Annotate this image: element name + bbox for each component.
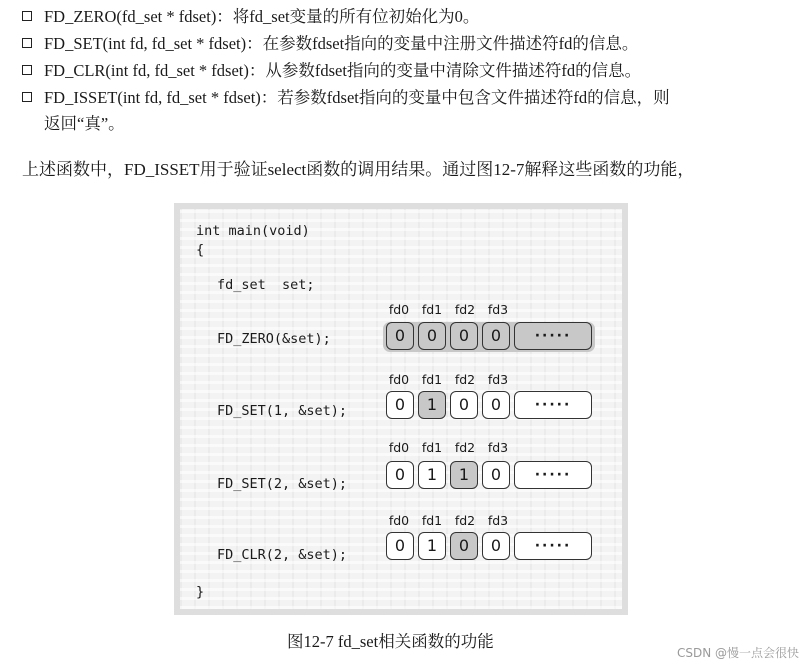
bit-cell: 0	[482, 391, 510, 419]
bullet-fd-set	[22, 31, 797, 57]
code-open-brace: {	[196, 242, 205, 258]
code-declaration: fd_set set;	[217, 277, 315, 293]
bit-array	[383, 461, 595, 491]
bullet-text: FD_ISSET(int fd, fd_set * fdset)：若参数fdset指向的变量中包含文件描述符fd的信息，则	[44, 88, 670, 107]
fd-label: fd3	[487, 513, 509, 528]
bit-cell: 1	[418, 391, 446, 419]
fd-labels	[383, 513, 513, 529]
bit-cell: 0	[482, 322, 510, 350]
fd-label: fd0	[388, 513, 410, 528]
bit-ellipsis: ·····	[514, 391, 592, 419]
bullet-text: FD_ZERO(fd_set * fdset)：将fd_set变量的所有位初始化为0。	[44, 7, 480, 26]
bit-cell: 1	[418, 532, 446, 560]
checkbox-bullet-icon	[22, 92, 32, 102]
watermark: CSDN @慢一点会很快	[676, 646, 799, 660]
code-step-call: FD_ZERO(&set);	[217, 331, 331, 347]
fd-labels	[383, 440, 513, 456]
fd-label: fd0	[388, 302, 410, 317]
body-paragraph: 上述函数中，FD_ISSET用于验证select函数的调用结果。通过图12-7解释这些函数的功能，	[22, 160, 695, 179]
bullet-fd-isset	[22, 85, 797, 137]
fd-label: fd2	[454, 440, 476, 455]
bullet-fd-zero	[22, 4, 797, 30]
function-list	[22, 4, 797, 138]
bit-ellipsis: ·····	[514, 532, 592, 560]
code-step-call: FD_SET(1, &set);	[217, 403, 348, 419]
code-step-call: FD_SET(2, &set);	[217, 476, 348, 492]
bit-cell: 1	[450, 461, 478, 489]
fd-labels	[383, 302, 513, 318]
bit-cell: 0	[386, 532, 414, 560]
fd-label: fd1	[421, 440, 443, 455]
fd-label: fd1	[421, 302, 443, 317]
bit-array	[383, 532, 595, 562]
code-close-brace: }	[196, 584, 205, 600]
fd-label: fd3	[487, 440, 509, 455]
fd-label: fd1	[421, 513, 443, 528]
bit-ellipsis: ·····	[514, 461, 592, 489]
bit-array	[383, 322, 595, 352]
bullet-text: FD_SET(int fd, fd_set * fdset)：在参数fdset指向的变量中注册文件描述符fd的信息。	[44, 34, 639, 53]
bullet-text-continued: 返回“真”。	[44, 114, 125, 133]
checkbox-bullet-icon	[22, 38, 32, 48]
fd-labels	[383, 372, 513, 388]
bit-ellipsis: ·····	[514, 322, 592, 350]
fd-label: fd1	[421, 372, 443, 387]
bit-cell: 0	[386, 461, 414, 489]
checkbox-bullet-icon	[22, 65, 32, 75]
fd-label: fd0	[388, 440, 410, 455]
bit-cell: 0	[482, 461, 510, 489]
code-step-call: FD_CLR(2, &set);	[217, 547, 348, 563]
fd-label: fd2	[454, 302, 476, 317]
bullet-text: FD_CLR(int fd, fd_set * fdset)：从参数fdset指向的变量中清除文件描述符fd的信息。	[44, 61, 642, 80]
bit-array	[383, 391, 595, 421]
bit-cell: 1	[418, 461, 446, 489]
bit-cell: 0	[450, 322, 478, 350]
code-main-signature: int main(void)	[196, 223, 310, 239]
fd-label: fd0	[388, 372, 410, 387]
fd-label: fd2	[454, 513, 476, 528]
bit-cell: 0	[450, 391, 478, 419]
figure-caption: 图12-7 fd_set相关函数的功能	[287, 632, 494, 651]
bullet-fd-clr	[22, 58, 797, 84]
fd-label: fd3	[487, 372, 509, 387]
fd-label: fd2	[454, 372, 476, 387]
bit-cell: 0	[450, 532, 478, 560]
fd-label: fd3	[487, 302, 509, 317]
bit-cell: 0	[386, 391, 414, 419]
bit-cell: 0	[418, 322, 446, 350]
bit-cell: 0	[482, 532, 510, 560]
bit-cell: 0	[386, 322, 414, 350]
checkbox-bullet-icon	[22, 11, 32, 21]
